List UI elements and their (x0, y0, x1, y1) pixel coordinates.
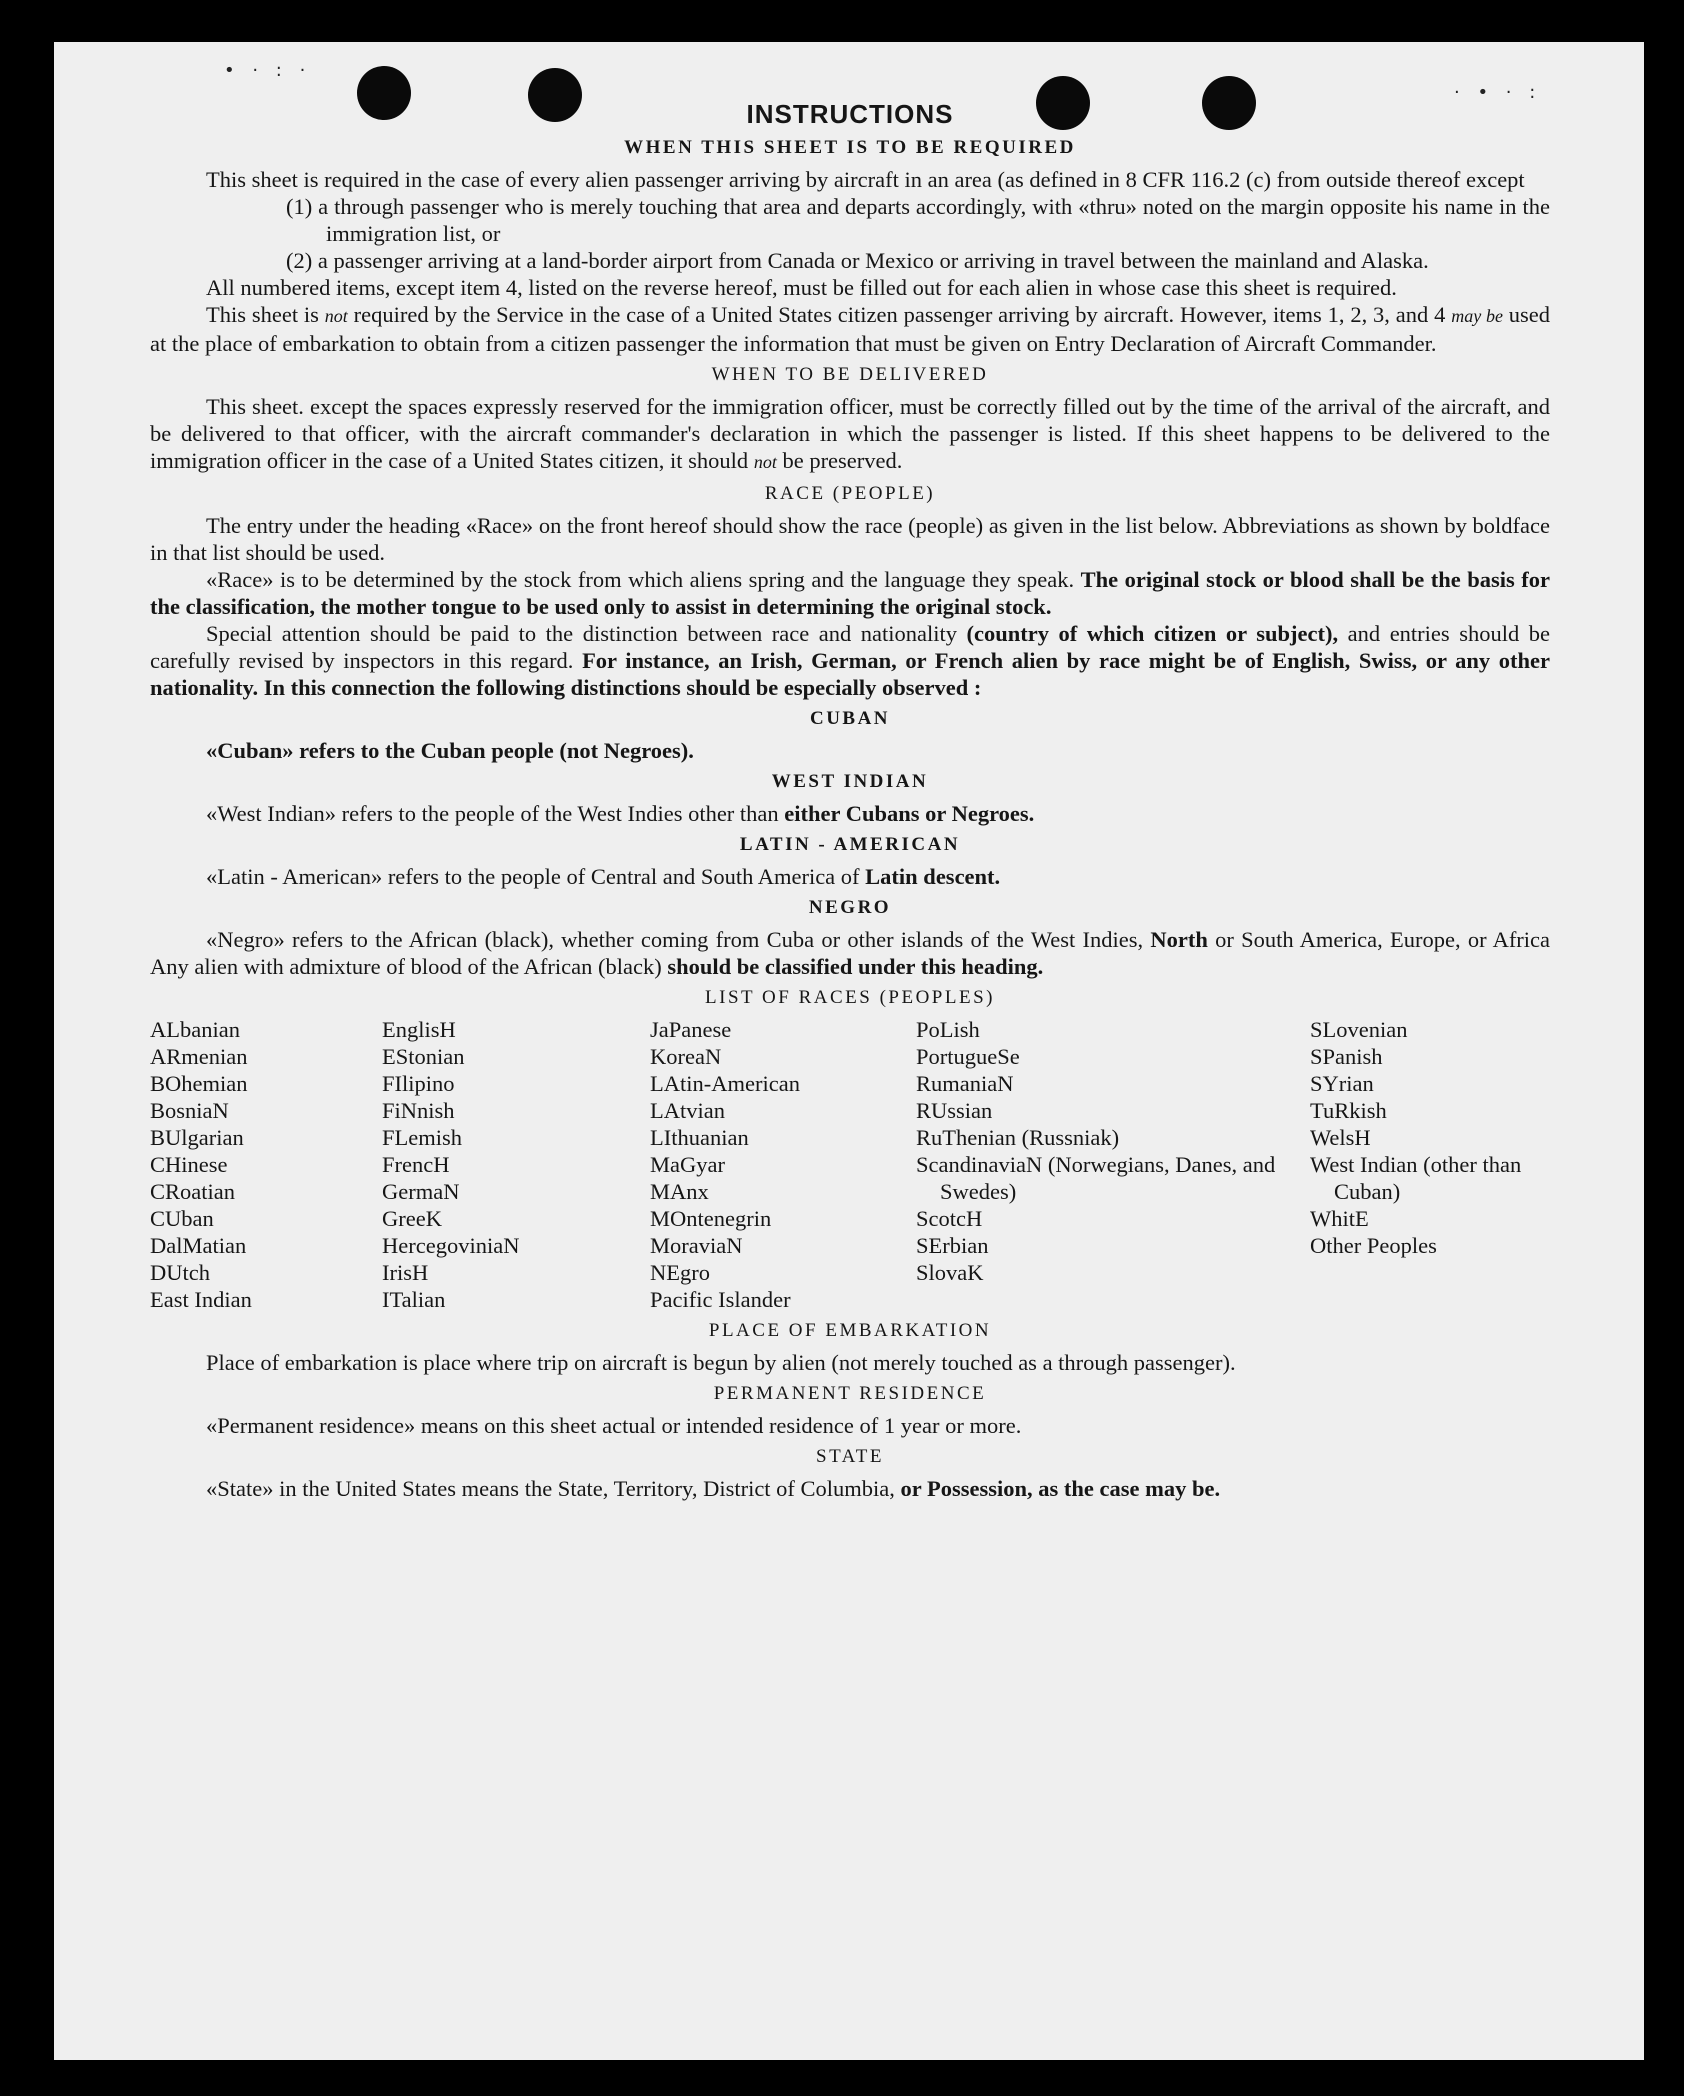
document-sheet (54, 42, 1644, 2060)
race-item: RUssian (916, 1098, 993, 1123)
race-item: EnglisH (382, 1017, 456, 1042)
race-item: BUlgarian (150, 1125, 244, 1150)
race-item: FIlipino (382, 1071, 455, 1096)
race-item: LIthuanian (650, 1125, 749, 1150)
race-item: RuThenian (Russniak) (916, 1125, 1120, 1150)
race-item: PortugueSe (916, 1044, 1020, 1069)
races-column (650, 1016, 916, 1313)
speck-marks: • · : · (224, 60, 312, 81)
page-title: INSTRUCTIONS (746, 99, 954, 129)
race-item: CRoatian (150, 1179, 235, 1204)
races-column (382, 1016, 650, 1313)
race-item: Pacific Islander (650, 1287, 791, 1312)
section-heading-west-indian: WEST INDIAN (771, 771, 929, 792)
instructions-body (150, 98, 1550, 1502)
race-item: LAtin-American (650, 1071, 800, 1096)
race-item: JaPanese (650, 1017, 732, 1042)
race-item: FrencH (382, 1152, 450, 1177)
section-heading-list-of-races: LIST OF RACES (PEOPLES) (705, 987, 995, 1008)
race-item: EStonian (382, 1044, 465, 1069)
race-item: ITalian (382, 1287, 446, 1312)
race-item: GermaN (382, 1179, 460, 1204)
section-heading-when-required: WHEN THIS SHEET IS TO BE REQUIRED (624, 137, 1076, 158)
race-item: IrisH (382, 1260, 429, 1285)
paragraph-delivery: This sheet. except the spaces expressly reserved for the immigration officer, must be correctly filled out by the time of the arrival of the aircraft, and be delivered to that officer, with the aircraft commander's declaration in which the passenger is listed. If this sheet happens to be delivered to the immigration officer in the case of a United States citizen, it should not be preserved. (150, 394, 1550, 473)
section-heading-latin-american: LATIN - AMERICAN (739, 834, 961, 855)
races-column (916, 1016, 1310, 1313)
paragraph-race-stock: «Race» is to be determined by the stock from which aliens spring and the language they speak. The original stock or blood shall be the basis for the classification, the mother tongue to be used only to assist in determining the original stock. (150, 567, 1551, 619)
section-heading-race: RACE (PEOPLE) (764, 483, 936, 504)
section-heading-negro: NEGRO (808, 897, 892, 918)
races-column (1310, 1016, 1550, 1313)
exception-item-2: (2) a passenger arriving at a land-border airport from Canada or Mexico or arriving in travel between the mainland and Alaska. (286, 248, 1429, 273)
race-item: East Indian (150, 1287, 252, 1312)
race-item: CUban (150, 1206, 214, 1231)
paragraph-race-entry: The entry under the heading «Race» on the front hereof should show the race (people) as given in the list below. Abbreviations as shown by boldface in that list should be used. (150, 513, 1550, 565)
section-heading-state: STATE (816, 1446, 884, 1467)
paragraph-intro: This sheet is required in the case of every alien passenger arriving by aircraft in an area (as defined in 8 CFR 116.2 (c) from outside thereof except (206, 167, 1525, 192)
race-item: GreeK (382, 1206, 442, 1231)
race-item: CHinese (150, 1152, 228, 1177)
race-item: DalMatian (150, 1233, 247, 1258)
section-heading-residence: PERMANENT RESIDENCE (713, 1383, 987, 1404)
paragraph-west-indian: «West Indian» refers to the people of the West Indies other than either Cubans or Negroes. (206, 801, 1035, 826)
race-item: DUtch (150, 1260, 210, 1285)
paragraph-race-nationality: Special attention should be paid to the distinction between race and nationality (country of which citizen or subject), and entries should be carefully revised by inspectors in this regard. For instance, an Irish, German, or French alien by race might be of English, Swiss, or any other nationality. In this connection the following distinctions should be especially observed : (150, 621, 1550, 700)
race-item: WhitE (1310, 1206, 1369, 1231)
speck-marks: · • · : (1454, 82, 1542, 103)
race-item: RumaniaN (916, 1071, 1014, 1096)
section-heading-embarkation: PLACE OF EMBARKATION (708, 1320, 992, 1341)
paragraph-embarkation: Place of embarkation is place where trip on aircraft is begun by alien (not merely touched as a through passenger). (206, 1350, 1236, 1375)
paragraph-state: «State» in the United States means the State, Territory, District of Columbia, or Possession, as the case may be. (206, 1476, 1221, 1501)
race-item: MaGyar (650, 1152, 725, 1177)
races-column (150, 1016, 382, 1313)
race-item: SYrian (1310, 1071, 1374, 1096)
race-item: BOhemian (150, 1071, 248, 1096)
race-item: TuRkish (1310, 1098, 1387, 1123)
race-item: NEgro (650, 1260, 710, 1285)
race-item: MOntenegrin (650, 1206, 772, 1231)
race-item: MoraviaN (650, 1233, 743, 1258)
race-item: West Indian (other than Cuban) (1310, 1152, 1522, 1204)
race-item: SlovaK (916, 1260, 984, 1285)
race-item: ScotcH (916, 1206, 983, 1231)
race-item: PoLish (916, 1017, 980, 1042)
races-list (150, 1016, 1550, 1313)
paragraph-citizen: This sheet is not required by the Service in the case of a United States citizen passenger arriving by aircraft. However, items 1, 2, 3, and 4 may be used at the place of embarkation to obtain from a citizen passenger the information that must be given on Entry Declaration of Aircraft Commander. (150, 302, 1551, 356)
race-item: WelsH (1310, 1125, 1371, 1150)
exception-item-1: (1) a through passenger who is merely touching that area and departs accordingly, with «thru» noted on the margin opposite his name in the immigration list, or (286, 194, 1550, 246)
paragraph-negro: «Negro» refers to the African (black), whether coming from Cuba or other islands of the West Indies, North or South America, Europe, or Africa Any alien with admixture of blood of the African (black) should be classified under this heading. (150, 927, 1551, 979)
race-item: ARmenian (150, 1044, 248, 1069)
section-heading-cuban: CUBAN (809, 708, 891, 729)
race-item: HercegoviniaN (382, 1233, 520, 1258)
paragraph-cuban: «Cuban» refers to the Cuban people (not Negroes). (206, 738, 694, 763)
race-item: SErbian (916, 1233, 989, 1258)
race-item: ALbanian (150, 1017, 240, 1042)
paragraph-latin-american: «Latin - American» refers to the people of Central and South America of Latin descent. (206, 864, 1001, 889)
paragraph-numbered-items: All numbered items, except item 4, listed on the reverse hereof, must be filled out for each alien in whose case this sheet is required. (206, 275, 1397, 300)
race-item: LAtvian (650, 1098, 725, 1123)
race-item: FLemish (382, 1125, 463, 1150)
race-item: KoreaN (650, 1044, 722, 1069)
section-heading-when-delivered: WHEN TO BE DELIVERED (711, 364, 989, 385)
race-item: SPanish (1310, 1044, 1383, 1069)
race-item: BosniaN (150, 1098, 229, 1123)
race-item: ScandinaviaN (Norwegians, Danes, and Swedes) (916, 1152, 1276, 1204)
race-item: FiNnish (382, 1098, 455, 1123)
paragraph-residence: «Permanent residence» means on this sheet actual or intended residence of 1 year or more. (206, 1413, 1022, 1438)
race-item: Other Peoples (1310, 1233, 1437, 1258)
race-item: SLovenian (1310, 1017, 1408, 1042)
race-item: MAnx (650, 1179, 709, 1204)
